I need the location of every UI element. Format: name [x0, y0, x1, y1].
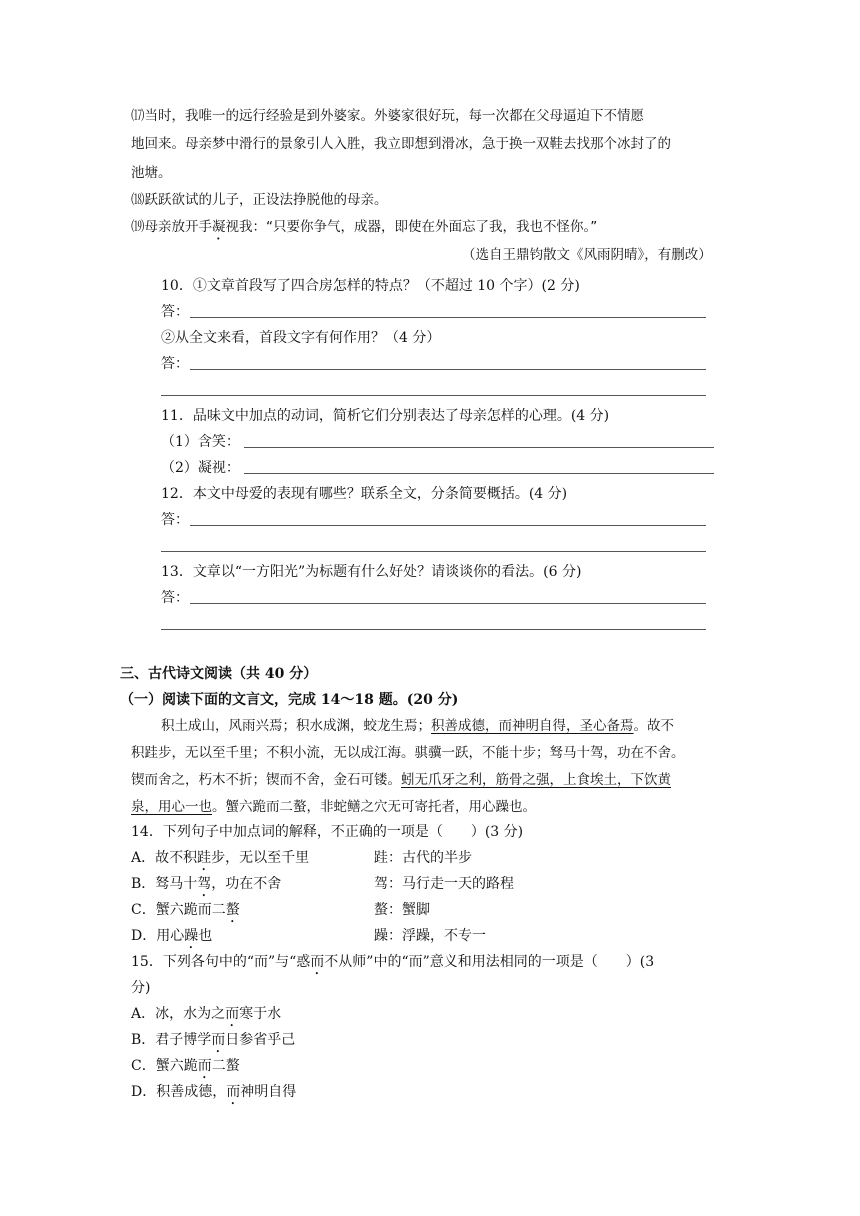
answer-label: 答： — [161, 356, 189, 372]
paragraph-17-line-1: ⒄当时，我唯一的远行经验是到外婆家。外婆家很好玩，每一次都在父母逼迫下不情愿 — [131, 108, 644, 124]
question-12: 12．本文中母爱的表现有哪些？联系全文，分条简要概括。(4 分) — [161, 486, 568, 502]
answer-line[interactable] — [190, 525, 706, 526]
q15-option-c[interactable]: C．蟹六跪而二螯 — [131, 1058, 240, 1074]
answer-line[interactable] — [161, 395, 706, 396]
emphasis-dot-word: 凝 — [212, 219, 226, 235]
q14-option-c[interactable]: C．蟹六跪而二螯 — [131, 902, 240, 918]
paragraph-18: ⒅跃跃欲试的儿子，正设法挣脱他的母亲。 — [131, 192, 388, 208]
q15-option-d[interactable]: D．积善成德，而神明自得 — [131, 1084, 297, 1100]
passage-source: （选自王鼎钧散文《风雨阴晴》，有删改） — [462, 247, 712, 263]
answer-label: 答： — [161, 512, 189, 528]
q14-option-c-gloss: 螯：蟹脚 — [374, 902, 430, 918]
answer-line[interactable] — [190, 603, 706, 604]
classical-text-line-2: 积跬步，无以至千里；不积小流，无以成江海。骐骥一跃，不能十步；驽马十驾，功在不舍。 — [131, 745, 685, 761]
classical-text-line-4: 泉，用心一也。蟹六跪而二螯，非蛇鳝之穴无可寄托者，用心躁也。 — [131, 799, 536, 815]
classical-text-line-1: 积土成山，风雨兴焉；积水成渊，蛟龙生焉；积善成德，而神明自得，圣心备焉。故不 — [161, 718, 674, 734]
question-13: 13．文章以“一方阳光”为标题有什么好处？请谈谈你的看法。(6 分) — [161, 564, 582, 580]
answer-line[interactable] — [161, 551, 706, 552]
question-11-item-1: （1）含笑： — [161, 434, 240, 450]
answer-label: 答： — [161, 304, 189, 320]
section-3-subtitle: （一）阅读下面的文言文，完成 14～18 题。(20 分) — [120, 692, 459, 708]
answer-line[interactable] — [244, 447, 714, 448]
question-11-item-2: （2）凝视： — [161, 460, 240, 476]
question-15: 15．下列各句中的“而”与“惑而不从师”中的“而”意义和用法相同的一项是（ ）(3 — [131, 954, 655, 970]
q14-option-b-gloss: 驾：马行走一天的路程 — [374, 876, 514, 892]
paragraph-17-line-3: 池塘。 — [131, 165, 172, 181]
answer-line[interactable] — [244, 473, 714, 474]
question-10-2: ②从全文来看，首段文字有何作用？（4 分） — [161, 330, 441, 346]
question-10-1: 10．①文章首段写了四合房怎样的特点？（不超过 10 个字）(2 分) — [161, 278, 580, 294]
q14-option-a-gloss: 跬：古代的半步 — [374, 850, 472, 866]
q14-option-d-gloss: 躁：浮躁，不专一 — [374, 928, 486, 944]
paragraph-19: ⒆母亲放开手凝视我：“只要你争气，成器，即使在外面忘了我，我也不怪你。” — [131, 219, 598, 235]
question-11: 11．品味文中加点的动词，简析它们分别表达了母亲怎样的心理。(4 分) — [161, 408, 610, 424]
question-15-continued: 分) — [131, 980, 151, 996]
paragraph-17-line-2: 地回来。母亲梦中滑行的景象引人入胜，我立即想到滑冰，急于换一双鞋去找那个冰封了的 — [131, 136, 671, 152]
q14-option-d[interactable]: D．用心躁也 — [131, 928, 213, 944]
section-3-title: 三、古代诗文阅读（共 40 分） — [120, 666, 318, 682]
underlined-sentence: 积善成德，而神明自得，圣心备焉 — [431, 718, 634, 734]
answer-label: 答： — [161, 590, 189, 606]
classical-text-line-3: 锲而舍之，朽木不折；锲而不舍，金石可镂。蚓无爪牙之利，筋骨之强，上食埃土，下饮黄 — [131, 772, 671, 788]
answer-line[interactable] — [161, 629, 706, 630]
answer-line[interactable] — [190, 317, 706, 318]
question-14: 14．下列句子中加点词的解释，不正确的一项是（ ）(3 分) — [131, 824, 524, 840]
underlined-sentence: 泉，用心一也 — [131, 799, 212, 815]
underlined-sentence: 蚓无爪牙之利，筋骨之强，上食埃土，下饮黄 — [401, 772, 671, 788]
q14-option-a[interactable]: A．故不积跬步，无以至千里 — [131, 850, 310, 866]
q15-option-a[interactable]: A．冰，水为之而寒于水 — [131, 1006, 282, 1022]
q14-option-b[interactable]: B．驽马十驾，功在不舍 — [131, 876, 282, 892]
q15-option-b[interactable]: B．君子博学而日参省乎己 — [131, 1032, 296, 1048]
answer-line[interactable] — [190, 369, 706, 370]
